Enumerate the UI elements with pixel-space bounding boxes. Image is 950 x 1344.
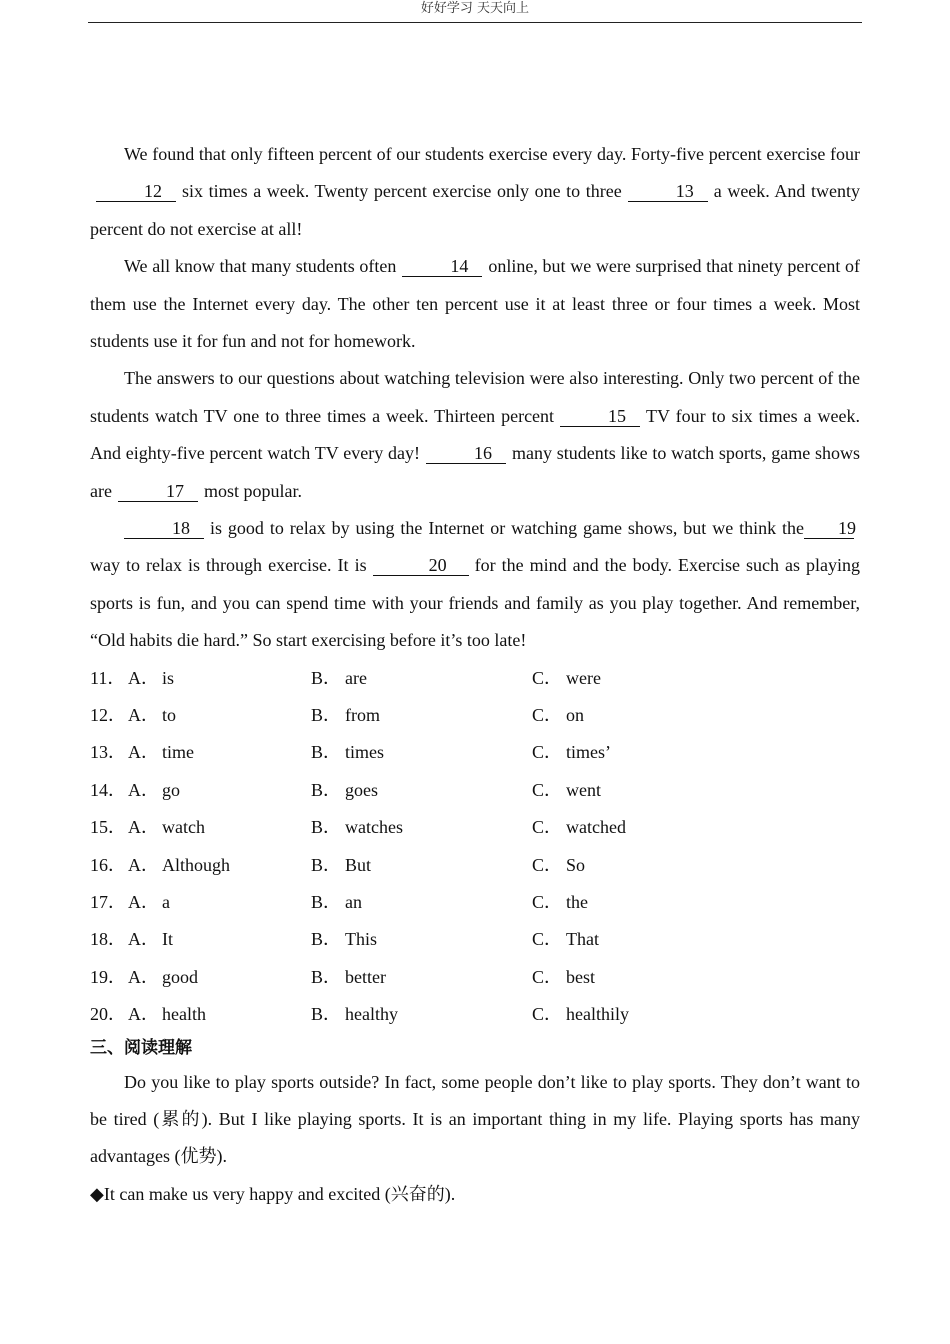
- text-run: many students like to watch sports, game shows are: [90, 443, 860, 501]
- option-a: [90, 660, 311, 697]
- option-text: health: [162, 1004, 206, 1025]
- option-text: an: [345, 892, 362, 913]
- question-number: 14．: [90, 779, 126, 800]
- option-letter: B．: [311, 854, 342, 875]
- text-run: six times a week. Twenty percent exercise only one to three: [182, 181, 622, 202]
- question-row: [90, 697, 860, 734]
- question-number: 13．: [90, 742, 126, 763]
- option-text: better: [345, 966, 386, 987]
- option-letter: A．: [128, 817, 159, 838]
- blank-15: 15: [560, 406, 640, 427]
- text-run: The answers to our questions about watching television were also interesting. Only two percent of the students watch TV one to three times a week. Thirteen percent: [90, 368, 860, 426]
- option-a: [90, 697, 311, 734]
- text-run: most popular.: [203, 480, 302, 501]
- question-row: [90, 809, 860, 846]
- option-text: healthily: [566, 1004, 629, 1025]
- option-letter: C．: [532, 667, 563, 688]
- text-run: is good to relax by using the Internet or watching game shows, but we think the: [210, 518, 804, 539]
- option-c: [532, 959, 595, 996]
- option-letter: A．: [128, 742, 159, 763]
- option-letter: A．: [128, 1004, 159, 1025]
- question-number: 12．: [90, 705, 126, 726]
- option-letter: A．: [128, 854, 159, 875]
- option-b: [311, 996, 532, 1033]
- option-c: [532, 697, 584, 734]
- blank-17: 17: [118, 481, 198, 502]
- option-letter: A．: [128, 892, 159, 913]
- option-letter: C．: [532, 929, 563, 950]
- option-c: [532, 734, 611, 771]
- option-c: [532, 884, 588, 921]
- blank-18: 18: [124, 518, 204, 539]
- option-text: is: [162, 667, 175, 688]
- option-letter: C．: [532, 966, 563, 987]
- option-c: [532, 847, 585, 884]
- option-text: times: [345, 742, 384, 763]
- passage-paragraph-3: [90, 360, 860, 510]
- answer-options: [90, 660, 860, 1034]
- question-row: [90, 660, 860, 697]
- question-row: [90, 996, 860, 1033]
- option-b: [311, 660, 532, 697]
- option-text: But: [345, 854, 372, 875]
- option-letter: C．: [532, 742, 563, 763]
- option-letter: B．: [311, 929, 342, 950]
- option-a: [90, 884, 311, 921]
- option-text: watched: [566, 817, 626, 838]
- option-c: [532, 809, 626, 846]
- option-text: were: [566, 667, 601, 688]
- option-text: from: [345, 705, 380, 726]
- blank-20: 20: [373, 555, 469, 576]
- option-letter: B．: [311, 817, 342, 838]
- question-number: 15．: [90, 817, 126, 838]
- blank-12: 12: [96, 181, 176, 202]
- option-letter: B．: [311, 1004, 342, 1025]
- blank-16: 16: [426, 443, 506, 464]
- text-run: way to relax is through exercise. It is: [90, 555, 367, 576]
- option-b: [311, 959, 532, 996]
- option-letter: A．: [128, 966, 159, 987]
- option-c: [532, 772, 601, 809]
- option-letter: A．: [128, 929, 159, 950]
- question-row: [90, 921, 860, 958]
- option-b: [311, 809, 532, 846]
- text-run: online, but we were surprised that ninety percent of them use the Internet every day. The other ten percent use it at least three or four times a week. Most students use it for fun and not for homework.: [90, 256, 860, 352]
- question-number: 18．: [90, 929, 126, 950]
- option-letter: B．: [311, 667, 342, 688]
- option-letter: C．: [532, 779, 563, 800]
- option-text: times’: [566, 742, 611, 763]
- option-text: to: [162, 705, 177, 726]
- option-letter: C．: [532, 854, 563, 875]
- option-a: [90, 959, 311, 996]
- question-number: 16．: [90, 854, 126, 875]
- option-text: goes: [345, 779, 378, 800]
- passage-paragraph-4: [90, 510, 860, 660]
- text-run: We all know that many students often: [124, 256, 397, 277]
- option-text: Although: [162, 854, 231, 875]
- option-b: [311, 884, 532, 921]
- reading-paragraph-1: Do you like to play sports outside? In fact, some people don’t like to play sports. They don’t want to be tired (累的). But I like playing sports. It is an important thing in my life. Playing sports has many advantages (优势).: [90, 1071, 860, 1167]
- option-text: healthy: [345, 1004, 398, 1025]
- option-text: This: [345, 929, 378, 950]
- option-a: [90, 772, 311, 809]
- passage-paragraph-2: [90, 248, 860, 360]
- option-letter: B．: [311, 742, 342, 763]
- option-text: time: [162, 742, 194, 763]
- section-title: 三、阅读理解: [90, 1037, 192, 1058]
- option-text: are: [345, 667, 367, 688]
- option-letter: A．: [128, 705, 159, 726]
- option-b: [311, 697, 532, 734]
- blank-13: 13: [628, 181, 708, 202]
- option-letter: A．: [128, 667, 159, 688]
- question-row: [90, 959, 860, 996]
- option-b: [311, 734, 532, 771]
- option-text: went: [566, 779, 601, 800]
- option-a: [90, 847, 311, 884]
- option-letter: B．: [311, 892, 342, 913]
- question-row: [90, 734, 860, 771]
- text-run: We found that only fifteen percent of our students exercise every day. Forty-five percent exercise four: [124, 144, 860, 164]
- option-a: [90, 734, 311, 771]
- document-body: [90, 136, 860, 1213]
- text-run: TV four to six times a week. And eighty-five percent watch TV every day!: [90, 405, 860, 464]
- option-letter: C．: [532, 817, 563, 838]
- blank-14: 14: [402, 256, 482, 277]
- question-number: 17．: [90, 892, 126, 913]
- question-number: 20．: [90, 1004, 126, 1025]
- option-text: the: [566, 892, 588, 913]
- option-text: a: [162, 892, 170, 913]
- text-run: for the mind and the body. Exercise such as playing sports is fun, and you can spend time with your friends and family as you play together. And remember, “Old habits die hard.” So start exercising before it’s too late!: [90, 555, 861, 651]
- option-text: on: [566, 705, 584, 726]
- option-b: [311, 847, 532, 884]
- option-text: That: [566, 929, 599, 950]
- option-c: [532, 921, 599, 958]
- question-row: [90, 847, 860, 884]
- option-letter: C．: [532, 1004, 563, 1025]
- header-text: 好好学习 天天向上: [420, 1, 530, 16]
- option-letter: B．: [311, 705, 342, 726]
- option-letter: C．: [532, 892, 563, 913]
- option-b: [311, 921, 532, 958]
- option-letter: B．: [311, 779, 342, 800]
- question-row: [90, 884, 860, 921]
- option-text: watches: [345, 817, 403, 838]
- passage-paragraph-1: [90, 136, 860, 248]
- page-header: [88, 0, 862, 23]
- option-b: [311, 772, 532, 809]
- question-number: 19．: [90, 966, 126, 987]
- option-text: So: [566, 854, 586, 875]
- option-a: [90, 809, 311, 846]
- option-letter: A．: [128, 779, 159, 800]
- question-number: 11．: [90, 667, 126, 688]
- option-a: [90, 921, 311, 958]
- option-text: go: [162, 779, 180, 800]
- option-text: watch: [162, 817, 205, 838]
- question-row: [90, 772, 860, 809]
- text-run: a week. And twenty percent do not exercise at all!: [90, 181, 860, 239]
- blank-19: 19: [804, 518, 854, 539]
- option-a: [90, 996, 311, 1033]
- option-text: best: [566, 966, 595, 987]
- option-letter: B．: [311, 966, 342, 987]
- option-c: [532, 660, 601, 697]
- option-c: [532, 996, 629, 1033]
- option-letter: C．: [532, 705, 563, 726]
- option-text: good: [162, 966, 198, 987]
- option-text: It: [162, 929, 173, 950]
- reading-bullet-1: ◆It can make us very happy and excited (兴奋的).: [90, 1183, 456, 1204]
